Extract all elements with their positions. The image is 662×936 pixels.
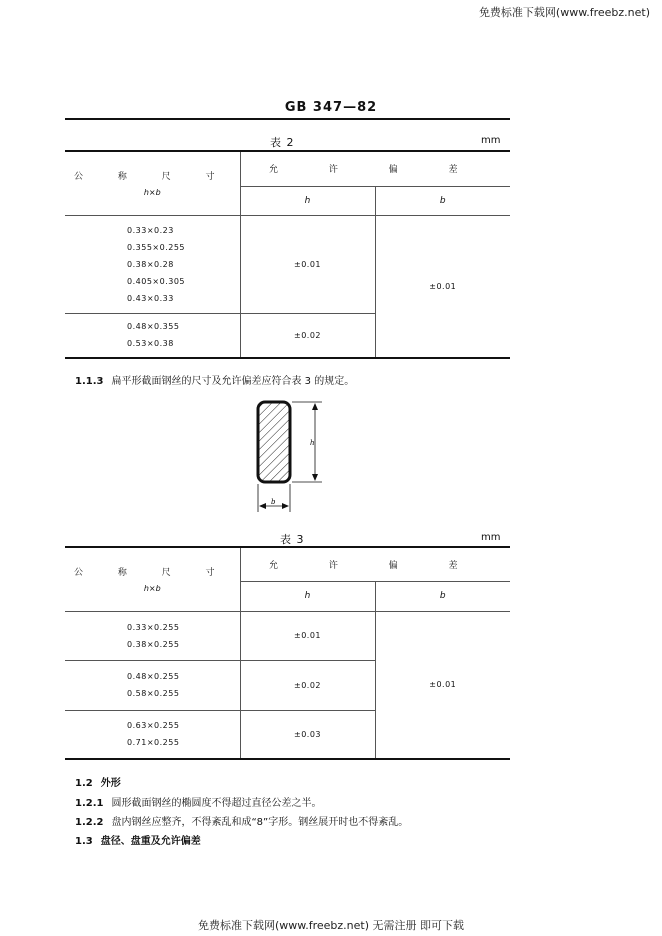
table2-b-tol (375, 215, 510, 358)
clause-1-3 (75, 832, 201, 847)
table3-header-hxb: h×b (143, 584, 161, 594)
clause-1-2 (75, 774, 121, 789)
clause-number: 1.2.1 (75, 798, 104, 809)
table2-group2-h-tol (240, 313, 375, 358)
table3-header-b (375, 581, 510, 611)
table3-group1-sizes (65, 611, 240, 660)
table2-header-nominal (65, 151, 240, 215)
table2-header-h (240, 186, 375, 215)
table2-header-hxb: h×b (143, 188, 161, 198)
size-value: 0.58×0.255 (127, 689, 180, 698)
clause-text: 扁平形截面钢丝的尺寸及允许偏差应符合表 3 的规定。 (111, 376, 355, 387)
table2-header-nominal-label: 公 称 尺 寸 (73, 172, 231, 183)
table2-caption: 表 2 (270, 136, 295, 149)
table2-header-b-label: b (439, 195, 446, 206)
table3-header-b-label: b (439, 591, 446, 601)
table2-group1-h-tol (240, 215, 375, 313)
clause-text: 盘径、盘重及允许偏差 (100, 836, 201, 847)
table3-group3-h-tol (240, 710, 375, 759)
arrow-up (312, 403, 318, 410)
table3-header-h (240, 581, 375, 611)
size-value: 0.38×0.255 (127, 639, 180, 649)
table2-group1-sizes (65, 215, 240, 313)
clause-number: 1.2 (75, 778, 93, 789)
size-value: 0.33×0.255 (127, 622, 180, 632)
clause-1-1-3 (75, 372, 354, 387)
clause-number: 1.2.2 (75, 817, 104, 828)
cross-section-shape (258, 402, 290, 482)
table2-header-tolerance (240, 151, 510, 186)
size-value: 0.48×0.255 (127, 672, 180, 681)
size-value: 0.405×0.305 (127, 276, 186, 286)
table3-group3-sizes (65, 710, 240, 759)
table2-header-h-label: h (304, 195, 311, 206)
table3-group2-h-tol (240, 660, 375, 710)
flat-wire-cross-section-figure (240, 392, 340, 517)
tolerance-value: ±0.01 (293, 259, 321, 269)
standard-number: GB 347—82 (284, 100, 378, 115)
size-value: 0.63×0.255 (127, 721, 180, 731)
tolerance-value: ±0.02 (293, 330, 321, 340)
clause-text: 外形 (100, 778, 121, 789)
table-row (65, 215, 510, 313)
clause-text: 盘内钢丝应整齐，不得紊乱和成“8”字形。钢丝展开时也不得紊乱。 (111, 817, 409, 828)
watermark-top: 免费标准下载网(www.freebz.net) (478, 6, 650, 19)
table3-group1-h-tol (240, 611, 375, 660)
tolerance-value: ±0.01 (429, 281, 457, 291)
dim-label-b: b (271, 498, 276, 506)
arrow-down (312, 474, 318, 481)
tolerance-value: ±0.01 (293, 631, 321, 640)
table3-caption: 表 3 (280, 533, 305, 546)
table3-unit: mm (481, 532, 501, 543)
clause-number: 1.3 (75, 836, 93, 847)
table2-header-b (375, 186, 510, 215)
table3-group2-sizes (65, 660, 240, 710)
table3-b-tol (375, 611, 510, 759)
size-value: 0.355×0.255 (127, 242, 186, 252)
size-value: 0.33×0.23 (127, 225, 174, 235)
arrow-right (282, 503, 289, 509)
table-row (65, 611, 510, 660)
size-value: 0.43×0.33 (127, 293, 174, 303)
clause-text: 圆形截面钢丝的椭圆度不得超过直径公差之半。 (111, 798, 322, 809)
table3-header-tolerance (240, 547, 510, 581)
table3-header-nominal (65, 547, 240, 611)
size-value: 0.71×0.255 (127, 738, 180, 748)
table3-header-h-label: h (304, 591, 311, 601)
arrow-left (259, 503, 266, 509)
size-value: 0.38×0.28 (127, 259, 174, 269)
table2-group2-sizes (65, 313, 240, 358)
dim-label-h: h (310, 439, 315, 447)
tolerance-value: ±0.03 (293, 729, 321, 739)
tolerance-value: ±0.02 (293, 680, 321, 690)
table2 (65, 150, 510, 359)
size-value: 0.48×0.355 (127, 322, 180, 332)
clause-1-2-1 (75, 794, 321, 809)
table3-header-tolerance-label: 允 许 偏 差 (268, 560, 482, 571)
clause-number: 1.1.3 (75, 376, 104, 387)
table2-rule (65, 118, 510, 120)
table2-header-tolerance-label: 允 许 偏 差 (268, 165, 482, 176)
table2-unit: mm (481, 135, 501, 146)
table3-header-nominal-label: 公 称 尺 寸 (73, 568, 231, 579)
table3 (65, 546, 510, 760)
tolerance-value: ±0.01 (429, 680, 457, 690)
watermark-bottom: 免费标准下载网(www.freebz.net) 无需注册 即可下载 (197, 919, 465, 932)
size-value: 0.53×0.38 (127, 339, 174, 349)
clause-1-2-2 (75, 813, 408, 828)
